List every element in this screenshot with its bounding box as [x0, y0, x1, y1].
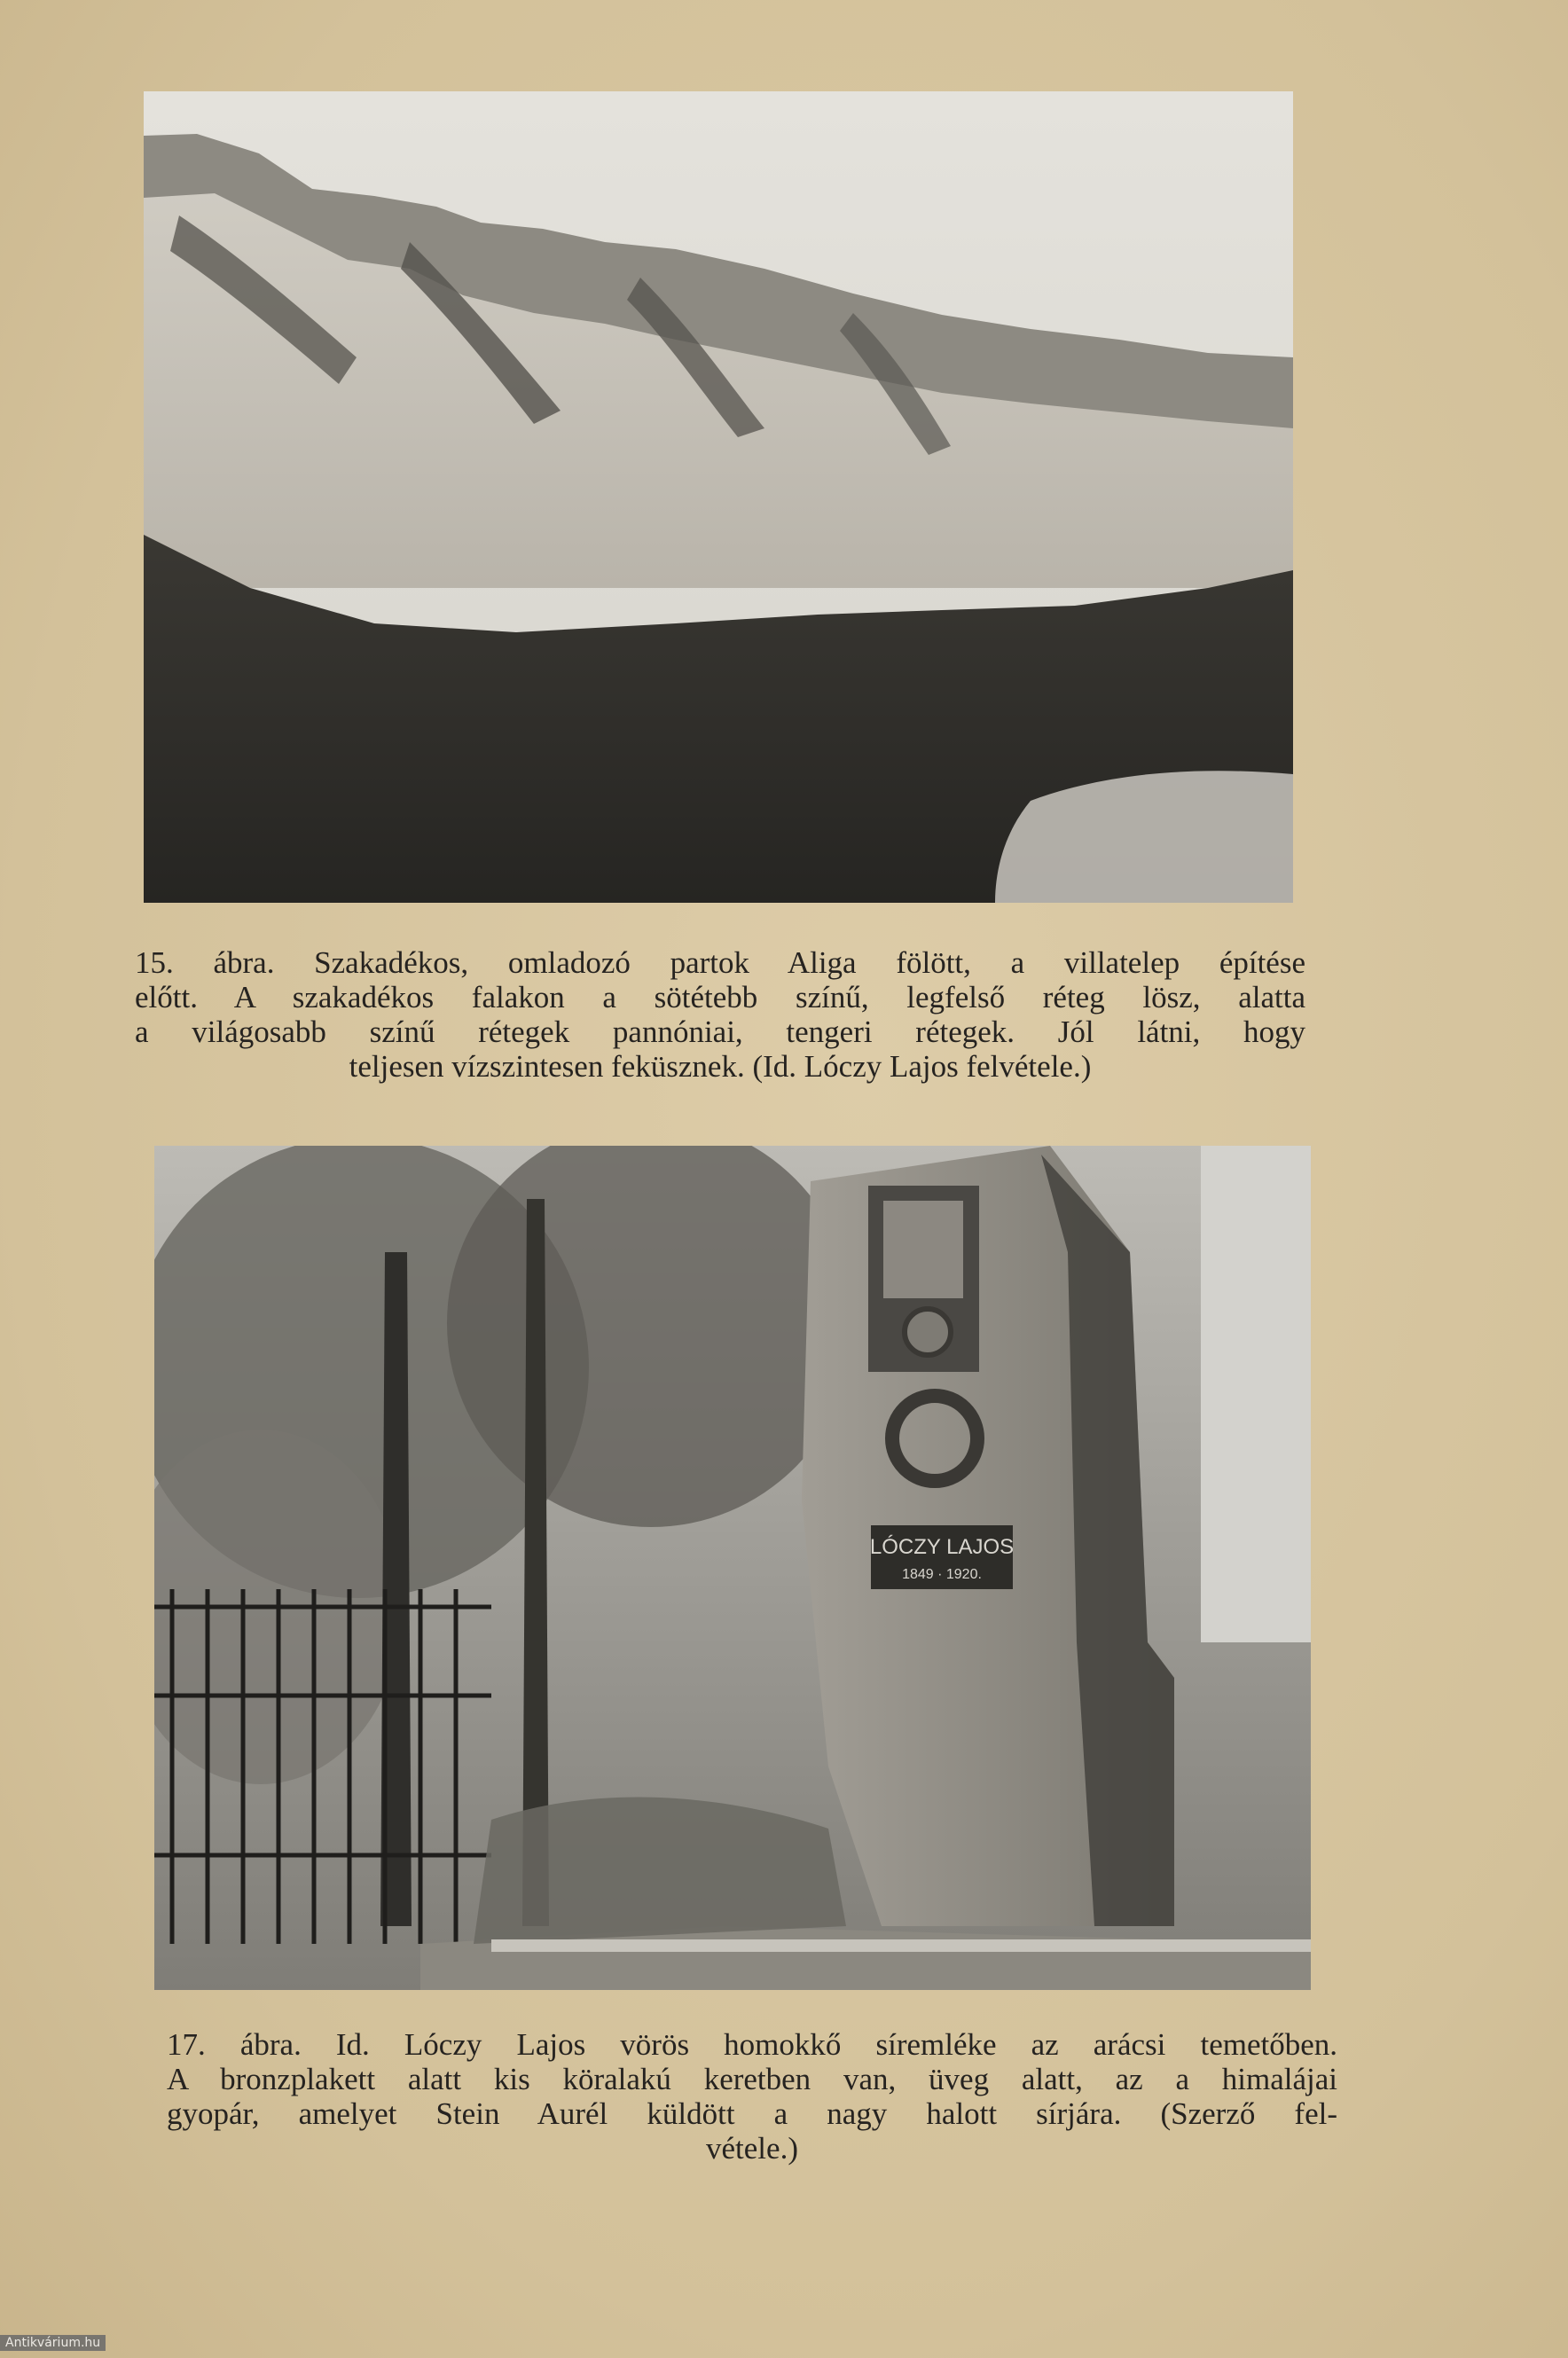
- caption-line: 17. ábra. Id. Lóczy Lajos vörös homokkő síremléke az arácsi temetőben.: [167, 2027, 1337, 2062]
- plaque-name: LÓCZY LAJOS: [869, 1535, 1015, 1559]
- plaque-years: 1849 · 1920.: [902, 1567, 982, 1582]
- caption-line: vétele.): [706, 2131, 798, 2166]
- caption-line: gyopár, amelyet Stein Aurél küldött a nagy halott sírjára. (Szerző fel-: [167, 2096, 1337, 2131]
- caption-line: A bronzplakett alatt kis köralakú keretben van, üveg alatt, az a himalájai: [167, 2062, 1337, 2096]
- caption-line: előtt. A szakadékos falakon a sötétebb színű, legfelső réteg lösz, alatta: [135, 980, 1305, 1014]
- caption-line: teljesen vízszintesen feküsznek. (Id. Lóczy Lajos felvétele.): [349, 1049, 1092, 1084]
- caption-line: 15. ábra. Szakadékos, omladozó partok Aliga fölött, a villatelep építése: [135, 945, 1305, 980]
- caption-line: a világosabb színű rétegek pannóniai, tengeri rétegek. Jól látni, hogy: [135, 1014, 1305, 1049]
- loess-cliffs-photo: [144, 91, 1293, 903]
- figure-15-caption: [135, 945, 1305, 1084]
- figure-17-caption: [167, 2027, 1337, 2166]
- loczy-grave-photo: [154, 1146, 1311, 1990]
- watermark: Antikvárium.hu: [0, 2335, 106, 2351]
